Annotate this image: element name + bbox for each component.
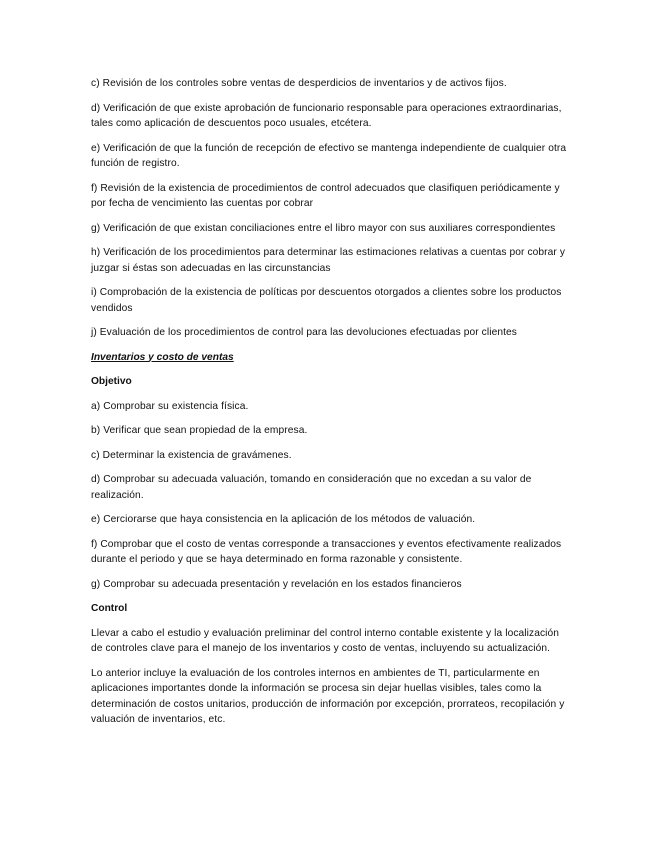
list-item: f) Revisión de la existencia de procedimientos de control adecuados que clasifiquen periódicamente y por fecha de vencimiento las cuentas por cobrar xyxy=(91,182,560,209)
list-item: c) Revisión de los controles sobre ventas de desperdicios de inventarios y de activos fijos. xyxy=(91,78,507,89)
objetivo-heading: Objetivo xyxy=(91,376,132,387)
list-item: g) Comprobar su adecuada presentación y revelación en los estados financieros xyxy=(91,578,462,590)
list-item: b) Verificar que sean propiedad de la empresa. xyxy=(91,425,308,436)
list-item: e) Cerciorarse que haya consistencia en la aplicación de los métodos de valuación. xyxy=(91,514,476,525)
list-item: j) Evaluación de los procedimientos de control para las devoluciones efectuadas por clientes xyxy=(91,327,517,338)
list-item: c) Determinar la existencia de gravámenes. xyxy=(91,449,292,461)
list-item: h) Verificación de los procedimientos para determinar las estimaciones relativas a cuentas por cobrar y juzgar si éstas son adecuadas en las circunstancias xyxy=(91,247,566,274)
list-item: e) Verificación de que la función de recepción de efectivo se mantenga independiente de cualquier otra función de registro. xyxy=(91,142,567,169)
list-item: a) Comprobar su existencia física. xyxy=(91,400,249,412)
list-item: f) Comprobar que el costo de ventas corresponde a transacciones y eventos efectivamente realizados durante el periodo y que se haya determinado en forma razonable y consistente. xyxy=(91,538,562,565)
section-title: Inventarios y costo de ventas xyxy=(91,351,234,363)
list-item: i) Comprobación de la existencia de políticas por descuentos otorgados a clientes sobre los productos vendidos xyxy=(91,287,562,314)
body-paragraph: Lo anterior incluye la evaluación de los controles internos en ambientes de TI, particularmente en aplicaciones importantes donde la información se procesa sin dejar huellas visibles, tales como la determinación de costos unitarios, producción de información por excepción, prorrateos, recopilación y valuación de inventarios, etc. xyxy=(91,667,565,725)
list-item: g) Verificación de que existan conciliaciones entre el libro mayor con sus auxiliares correspondientes xyxy=(91,222,556,234)
body-paragraph: Llevar a cabo el estudio y evaluación preliminar del control interno contable existente y la localización de controles clave para el manejo de los inventarios y costo de ventas, incluyendo su actualización. xyxy=(91,627,560,654)
control-heading: Control xyxy=(91,603,128,614)
list-item: d) Verificación de que existe aprobación de funcionario responsable para operaciones extraordinarias, tales como aplicación de descuentos poco usuales, etcétera. xyxy=(91,102,562,129)
document-page xyxy=(91,76,571,737)
list-item: d) Comprobar su adecuada valuación, tomando en consideración que no excedan a su valor de realización. xyxy=(91,474,532,501)
